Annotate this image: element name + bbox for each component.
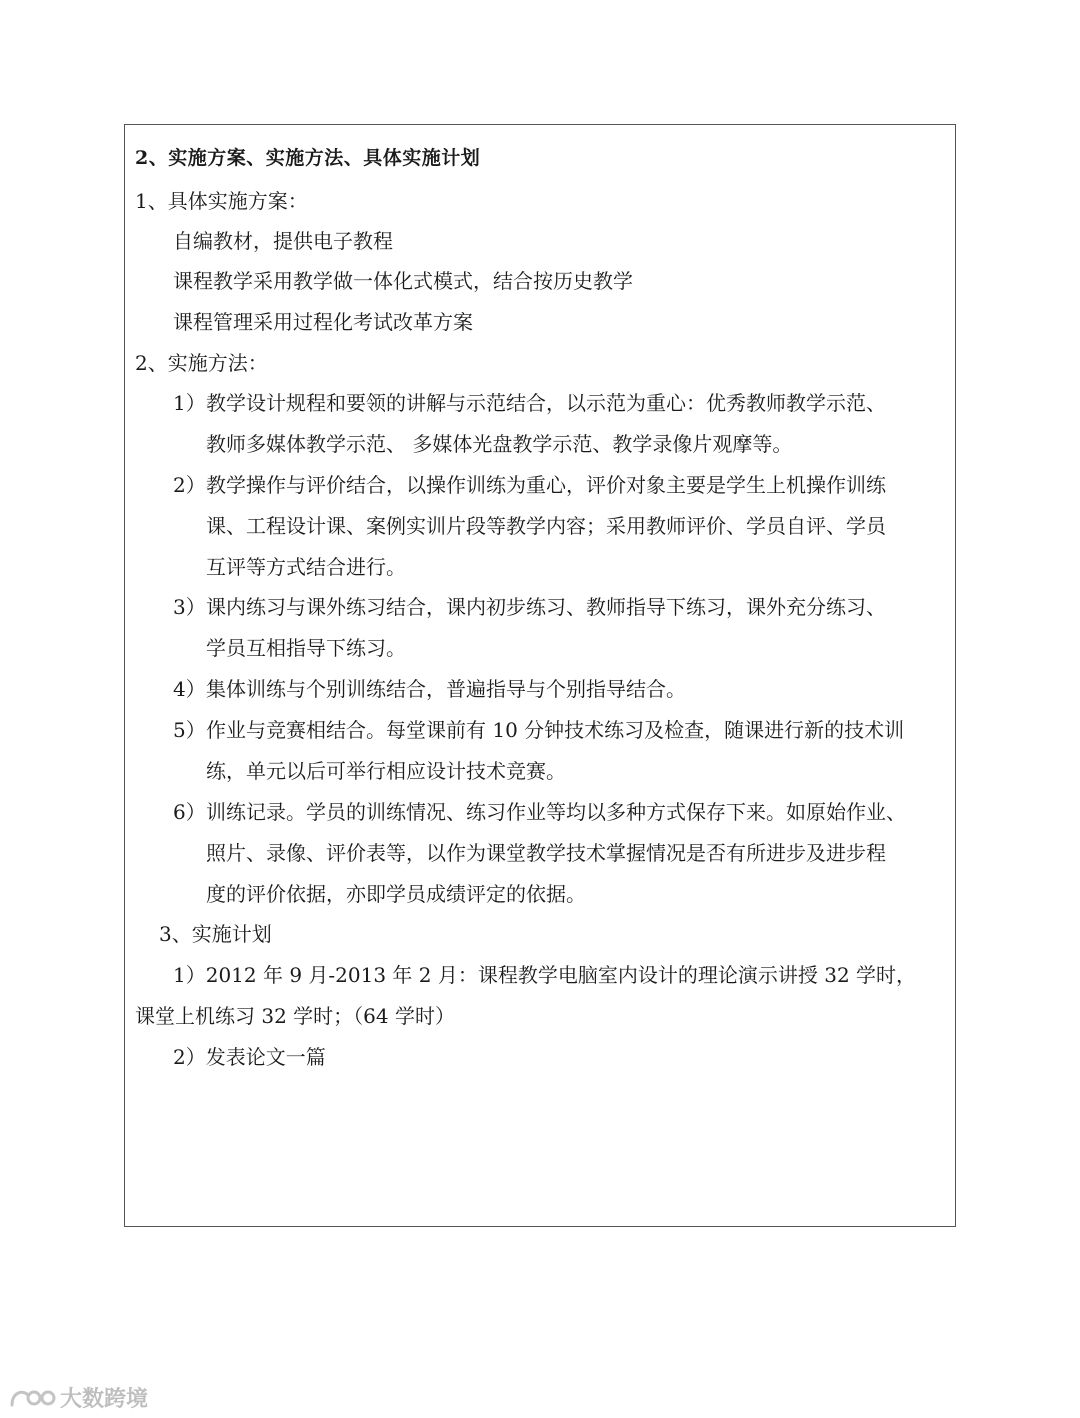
watermark-text: 大数跨境	[60, 1387, 149, 1412]
method-line: 作业与竞赛相结合。每堂课前有 10 分钟技术练习及检查，随课进行新的技术训	[206, 718, 905, 742]
method-line: 照片、录像、评价表等，以作为课堂教学技术掌握情况是否有所进步及进步程	[206, 841, 886, 865]
method-number: 1）	[173, 391, 206, 415]
method-line: 学员互相指导下练习。	[206, 636, 406, 660]
method-text	[206, 714, 951, 796]
method-number: 5）	[173, 718, 206, 742]
plan-line: 课程管理采用过程化考试改革方案	[173, 310, 473, 334]
method-text	[206, 673, 951, 714]
document-frame	[124, 124, 956, 1227]
method-line: 教学操作与评价结合，以操作训练为重心，评价对象主要是学生上机操作训练	[206, 473, 886, 497]
method-number: 3）	[173, 595, 206, 619]
method-text	[206, 469, 951, 592]
methods-heading: 2、实施方法：	[135, 351, 268, 375]
method-line: 教学设计规程和要领的讲解与示范结合，以示范为重心：优秀教师教学示范、	[206, 391, 886, 415]
watermark	[8, 1382, 148, 1413]
method-line: 课、工程设计课、案例实训片段等教学内容；采用教师评价、学员自评、学员	[206, 514, 886, 538]
plan-heading: 1、具体实施方案：	[135, 189, 308, 213]
method-number: 2）	[173, 473, 206, 497]
method-number: 6）	[173, 800, 206, 824]
method-line: 练，单元以后可举行相应设计技术竞赛。	[206, 759, 566, 783]
method-text	[206, 796, 951, 919]
method-line: 训练记录。学员的训练情况、练习作业等均以多种方式保存下来。如原始作业、	[206, 800, 906, 824]
method-line: 互评等方式结合进行。	[206, 555, 406, 579]
method-line: 教师多媒体教学示范、 多媒体光盘教学示范、教学录像片观摩等。	[206, 432, 793, 456]
method-line: 度的评价依据，亦即学员成绩评定的依据。	[206, 882, 586, 906]
schedule-heading: 3、实施计划	[159, 922, 272, 946]
method-text	[206, 591, 951, 673]
schedule-item-continued: 课堂上机练习 32 学时；（64 学时）	[135, 1004, 455, 1028]
method-line: 集体训练与个别训练结合，普遍指导与个别指导结合。	[206, 677, 686, 701]
plan-line: 课程教学采用教学做一体化式模式，结合按历史教学	[173, 269, 633, 293]
brand-logo-icon	[8, 1385, 56, 1411]
section-title: 2、实施方案、实施方法、具体实施计划	[135, 147, 481, 169]
schedule-item: 1）2012 年 9 月-2013 年 2 月：课程教学电脑室内设计的理论演示讲授 32 学时，	[173, 963, 917, 987]
schedule-item: 2）发表论文一篇	[173, 1045, 326, 1069]
plan-line: 自编教材，提供电子教程	[173, 229, 393, 253]
method-number: 4）	[173, 677, 206, 701]
method-line: 课内练习与课外练习结合，课内初步练习、教师指导下练习，课外充分练习、	[206, 595, 886, 619]
method-text	[206, 387, 951, 469]
